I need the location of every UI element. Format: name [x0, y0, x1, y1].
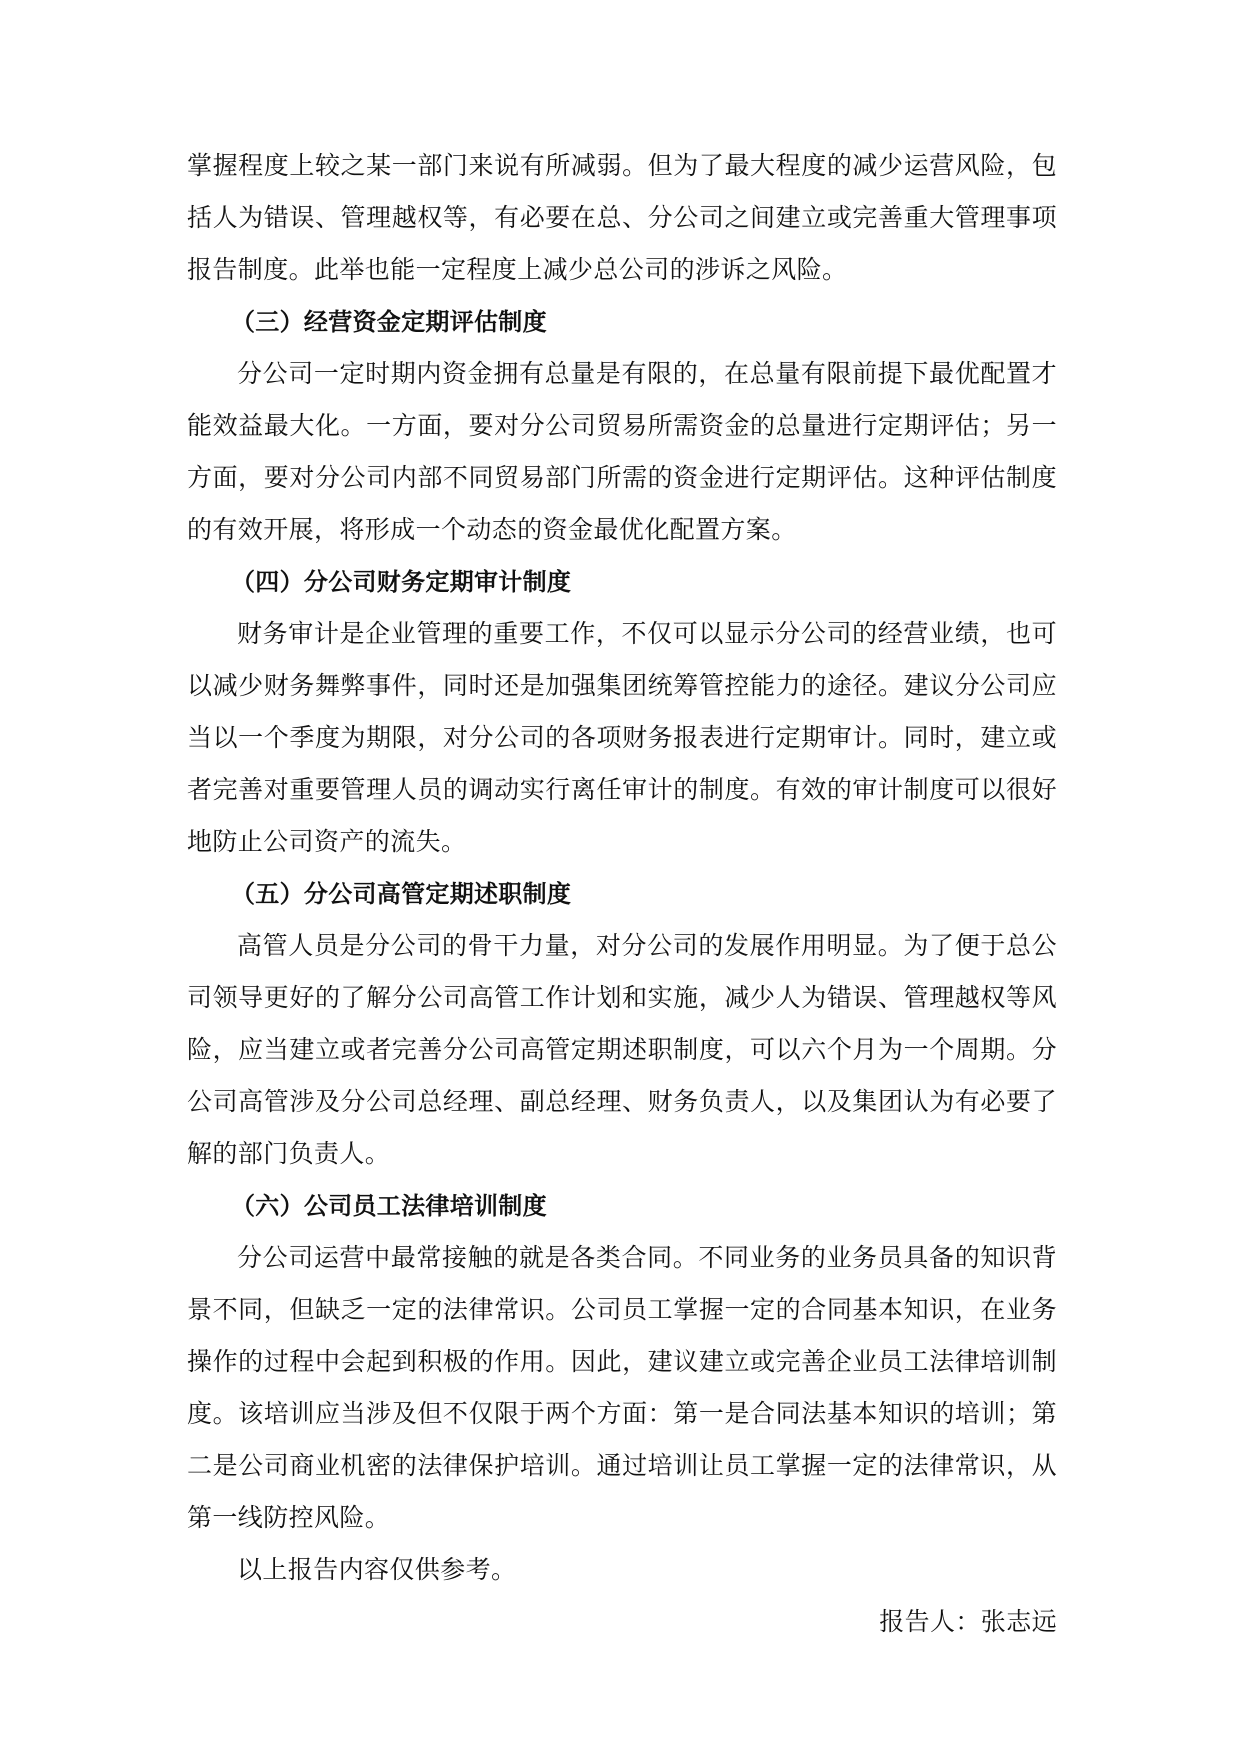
- section-heading-4: （四）分公司财务定期审计制度: [231, 568, 572, 596]
- section-heading-3: （三）经营资金定期评估制度: [231, 308, 547, 336]
- section-paragraph-4: 财务审计是企业管理的重要工作，不仅可以显示分公司的经营业绩，也可以减少财务舞弊事件，同时还是加强集团统筹管控能力的途径。建议分公司应当以一个季度为期限，对分公司的各项财务报表进行定期审计。同时，建立或者完善对重要管理人员的调动实行离任审计的制度。有效的审计制度可以很好地防止公司资产的流失。: [187, 619, 1057, 856]
- section-paragraph-5: 高管人员是分公司的骨干力量，对分公司的发展作用明显。为了便于总公司领导更好的了解分公司高管工作计划和实施，减少人为错误、管理越权等风险，应当建立或者完善分公司高管定期述职制度，可以六个月为一个周期。分公司高管涉及分公司总经理、副总经理、财务负责人，以及集团认为有必要了解的部门负责人。: [187, 931, 1057, 1168]
- document-page: [187, 140, 1057, 1648]
- section-paragraph-6: 分公司运营中最常接触的就是各类合同。不同业务的业务员具备的知识背景不同，但缺乏一定的法律常识。公司员工掌握一定的合同基本知识，在业务操作的过程中会起到积极的作用。因此，建议建立或完善企业员工法律培训制度。该培训应当涉及但不仅限于两个方面：第一是合同法基本知识的培训；第二是公司商业机密的法律保护培训。通过培训让员工掌握一定的法律常识，从第一线防控风险。: [187, 1243, 1057, 1532]
- section-heading-6: （六）公司员工法律培训制度: [231, 1192, 547, 1220]
- section-heading-5: （五）分公司高管定期述职制度: [231, 880, 572, 908]
- intro-paragraph: 掌握程度上较之某一部门来说有所减弱。但为了最大程度的减少运营风险，包括人为错误、管理越权等，有必要在总、分公司之间建立或完善重大管理事项报告制度。此举也能一定程度上减少总公司的涉诉之风险。: [187, 151, 1057, 284]
- closing-paragraph: 以上报告内容仅供参考。: [237, 1555, 517, 1584]
- report-signature: 报告人：张志远: [879, 1607, 1057, 1636]
- section-paragraph-3: 分公司一定时期内资金拥有总量是有限的，在总量有限前提下最优配置才能效益最大化。一方面，要对分公司贸易所需资金的总量进行定期评估；另一方面，要对分公司内部不同贸易部门所需的资金进行定期评估。这种评估制度的有效开展，将形成一个动态的资金最优化配置方案。: [187, 359, 1057, 544]
